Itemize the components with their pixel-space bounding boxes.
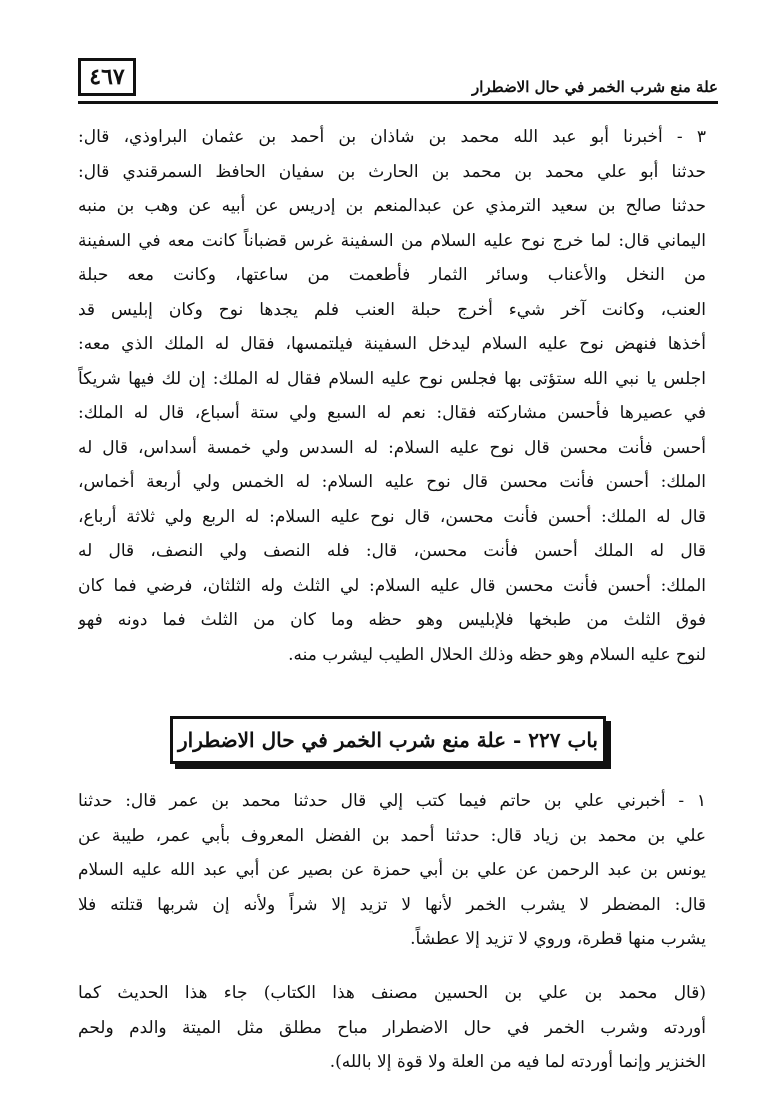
running-title: علة منع شرب الخمر في حال الاضطرار [471, 78, 718, 96]
text-line: العنب، وكانت آخر شيء أخرج حبلة العنب فلم يجدها نوح وكان إبليس قد [78, 299, 706, 320]
chapter-heading: باب ٢٢٧ - علة منع شرب الخمر في حال الاضطرار [170, 716, 606, 764]
text-line: الملك: أحسن فأنت محسن قال نوح عليه السلام: له الخمس ولي أربعة أخماس، [78, 472, 706, 492]
text-line: الخنزير وإنما أوردته لما فيه من العلة ولا قوة إلا بالله). [329, 1052, 706, 1072]
header-rule [78, 101, 718, 104]
text-line: فوق الثلث من طبخها فلإبليس وهو حظه وما كان من الثلث فما دونه فهو [78, 610, 706, 630]
paragraph-author-note [78, 976, 706, 1080]
text-line: ٣ - أخبرنا أبو عبد الله محمد بن شاذان بن أحمد بن عثمان البراوذي، قال: [78, 127, 706, 147]
text-line: حدثنا صالح بن سعيد الترمذي عن عبدالمنعم بن إدريس عن أبيه عن وهب بن منبه [78, 196, 706, 216]
page-header [78, 52, 718, 104]
text-line: ١ - أخبرني علي بن حاتم فيما كتب إلي قال حدثنا محمد بن عمر قال: حدثنا [78, 791, 706, 811]
text-line: من النخل والأعناب وسائر الثمار فأطعمت من ساعتها، وكانت معه حبلة [78, 265, 706, 285]
text-line: في عصيرها فأحسن مشاركته فقال: نعم له السبع ولي ستة أسباع، قال له الملك: [78, 403, 706, 423]
text-line: أوردته وشرب الخمر في حال الاضطرار مباح مطلق مثل الميتة والدم ولحم [78, 1017, 706, 1038]
text-line: أخذها فنهض نوح عليه السلام ليدخل السفينة فيلتمسها، فقال له الملك الذي معه: [78, 334, 706, 354]
text-line: يشرب منها قطرة، وروي لا تزيد إلا عطشاً. [410, 929, 706, 949]
text-line: علي بن محمد بن زياد قال: حدثنا أحمد بن الفضل المعروف بأبي عمر، طيبة عن [78, 825, 706, 846]
text-line: قال: المضطر لا يشرب الخمر لأنها لا تزيد إلا شراً ولأنه إن شربها قتلته فلا [78, 894, 706, 915]
paragraph-hadith-3 [78, 120, 706, 672]
text-line: الملك: أحسن فأنت محسن قال عليه السلام: لي الثلث وله الثلثان، فرضي فما كان [78, 575, 706, 596]
paragraph-hadith-1 [78, 784, 706, 957]
text-line: حدثنا أبو علي محمد بن محمد بن الحارث بن سفيان الحافظ السمرقندي قال: [78, 161, 706, 182]
text-line: قال له الملك: أحسن فأنت محسن، قال نوح عليه السلام: له الربع ولي ثلاثة أرباع، [78, 506, 706, 527]
text-line: يونس بن عبد الرحمن عن علي بن أبي حمزة عن بصير عن أبي عبد الله عليه السلام [78, 860, 706, 880]
text-line: (قال محمد بن علي بن الحسين مصنف هذا الكتاب) جاء هذا الحديث كما [78, 983, 706, 1003]
text-line: اجلس يا نبي الله ستؤتى بها فجلس نوح عليه السلام فقال له الملك: إن لك فيها شريكاً [78, 368, 706, 389]
text-line: اليماني قال: لما خرج نوح عليه السلام من السفينة غرس قضباناً كانت معه في السفينة [78, 230, 706, 251]
text-line: لنوح عليه السلام وهو حظه وذلك الحلال الطيب ليشرب منه. [288, 644, 706, 665]
text-line: أحسن فأنت محسن قال نوح عليه السلام: له السدس ولي خمسة أسداس، قال له [78, 437, 706, 458]
text-line: قال له الملك أحسن فأنت محسن، قال: فله النصف ولي النصف، قال له [78, 541, 706, 561]
page-number: ٤٦٧ [78, 58, 136, 96]
